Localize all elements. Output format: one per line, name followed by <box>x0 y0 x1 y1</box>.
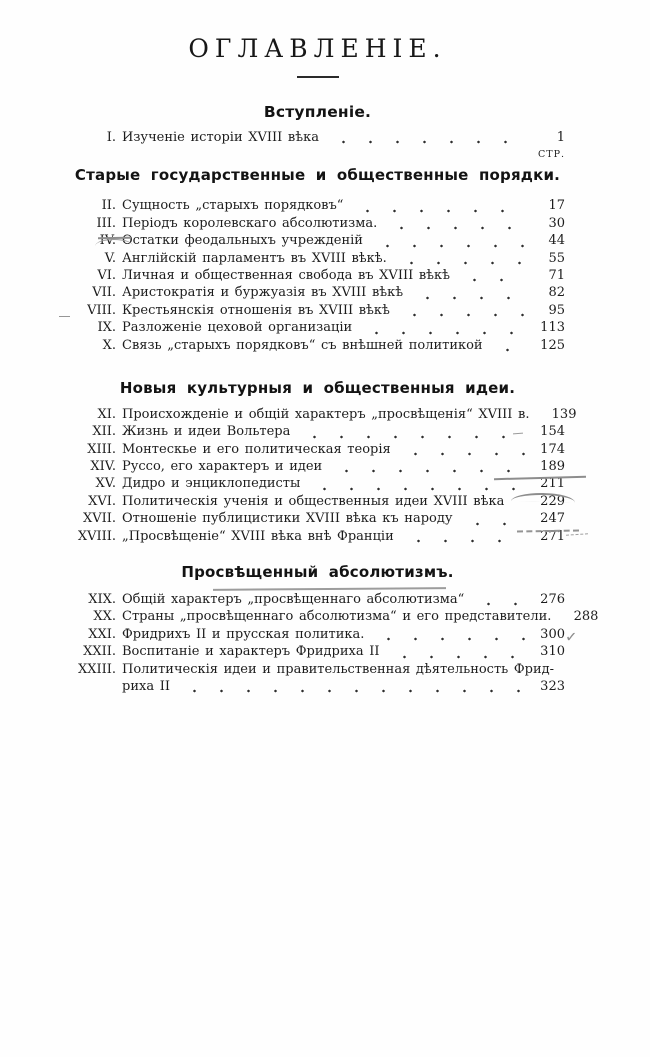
toc-entry-page-number: 44 <box>548 233 565 249</box>
toc-entry-number: IV. <box>99 233 116 249</box>
toc-entry-page-number: 125 <box>540 337 565 353</box>
dot-leader <box>384 216 525 233</box>
toc-entry-row <box>70 320 565 337</box>
toc-entry-title: Происхожденіе и общій характеръ „просвѣщенія“ XVIII в. <box>122 406 530 422</box>
toc-entry-title-continuation: риха II <box>122 678 170 694</box>
toc-entry-title: Политическія ученія и общественныя идеи XVIII вѣка <box>122 493 505 509</box>
toc-entry-number: IX. <box>97 320 116 336</box>
dot-leader <box>177 679 525 696</box>
toc-entry-number: VI. <box>97 267 116 283</box>
toc-entry-page-number: 276 <box>540 592 565 608</box>
toc-entry-title: Крестьянскія отношенія въ XVIII вѣкѣ <box>122 302 390 318</box>
toc-entry-row <box>70 511 565 528</box>
toc-section <box>70 166 565 355</box>
toc-entry-page-number: 229 <box>540 493 565 509</box>
toc-entry-page-number: 174 <box>540 441 565 457</box>
toc-entry-title: Жизнь и идеи Вольтера <box>122 424 291 440</box>
toc-entry-row <box>70 459 565 476</box>
toc-entry-number: XIII. <box>87 441 116 457</box>
toc-entry-number: VII. <box>92 285 116 301</box>
dot-leader <box>401 529 525 546</box>
toc-entry-page-number: 310 <box>540 644 565 660</box>
toc-entry-row <box>70 424 565 441</box>
toc-entry-row <box>70 251 565 268</box>
toc-entry-title: Руссо, его характеръ и идеи <box>122 459 323 475</box>
toc-entry-number: I. <box>106 130 116 145</box>
dot-leader <box>397 303 525 320</box>
pencil-check-mark-icon: ✓ <box>565 627 578 647</box>
toc-entry-title: „Просвѣщеніе“ XVIII вѣка внѣ Франціи <box>122 528 394 544</box>
toc-entry-page-number: 139 <box>551 406 577 422</box>
toc-entry-number: III. <box>96 215 116 231</box>
toc-entry-page-number: 82 <box>548 285 565 301</box>
toc-sections <box>70 103 599 696</box>
section-heading: Новыя культурныя и общественныя идеи. <box>119 378 516 397</box>
toc-entry-page-number: 17 <box>548 198 565 214</box>
toc-entry-title: Отношеніе публицистики XVIII вѣка къ народу <box>122 511 453 527</box>
toc-entry-row <box>70 662 565 679</box>
dot-leader <box>329 459 525 476</box>
dot-leader <box>457 268 525 285</box>
toc-entry-row <box>70 627 565 644</box>
toc-entry-number: XX. <box>93 609 116 625</box>
dot-leader <box>350 198 525 215</box>
toc-entry-title: Личная и общественная свобода въ XVIII вѣкѣ <box>122 267 450 283</box>
toc-entry-number: VIII. <box>87 302 116 318</box>
toc-entry-number: XIX. <box>88 592 116 608</box>
toc-entry-number: II. <box>101 198 116 214</box>
toc-entry-title: Связь „старыхъ порядковъ“ съ внѣшней политикой <box>122 337 483 353</box>
toc-entry-title: Воспитаніе и характеръ Фридриха II <box>122 644 380 660</box>
toc-section <box>70 563 599 696</box>
toc-entry-title: Монтескье и его политическая теорія <box>122 441 391 457</box>
dot-leader <box>297 424 525 441</box>
dot-leader <box>307 476 525 493</box>
toc-entry-row <box>70 285 565 302</box>
toc-entry-row <box>70 592 565 609</box>
toc-entry-page-number: 71 <box>548 267 565 283</box>
toc-entry-title: Англійскій парламентъ въ XVIII вѣкѣ. <box>122 250 387 266</box>
toc-entry-row <box>70 476 565 493</box>
dot-leader <box>490 338 525 355</box>
dot-leader <box>394 251 525 268</box>
toc-entry-page-number: 30 <box>548 215 565 231</box>
toc-entry-row <box>70 338 565 355</box>
dot-leader <box>460 511 525 528</box>
toc-entry-title: Страны „просвѣщеннаго абсолютизма“ и его представители. <box>122 609 552 625</box>
toc-entry-page-number: 323 <box>540 678 565 694</box>
dot-leader <box>471 592 525 609</box>
toc-entry-page-number: 211 <box>540 476 565 492</box>
toc-section <box>70 378 577 546</box>
toc-entry-title: Политическія идеи и правительственная дѣятельность Фрид- <box>122 661 555 677</box>
toc-entry-title: Изученіе исторіи XVIII вѣка <box>122 130 319 145</box>
toc-entry-number: XXII. <box>83 644 116 660</box>
toc-entry-title: Дидро и энциклопедисты <box>122 476 301 492</box>
dot-leader <box>410 285 525 302</box>
toc-entry-page-number: 1 <box>556 130 565 145</box>
page-column-header: СТР. <box>537 149 565 160</box>
dot-leader <box>398 442 525 459</box>
toc-content <box>0 34 650 696</box>
toc-entry-row <box>70 442 565 459</box>
dot-leader <box>511 494 525 511</box>
toc-entry-row <box>70 130 565 147</box>
toc-entry-page-number: 55 <box>548 250 565 266</box>
toc-entry-number: XV. <box>95 476 116 492</box>
toc-entry-row <box>70 406 577 424</box>
toc-entry-number: XXIII. <box>77 661 116 677</box>
toc-section <box>70 103 565 147</box>
toc-entry-row <box>70 198 565 215</box>
toc-entry-title: Аристократія и буржуазія въ XVIII вѣкѣ <box>122 285 404 301</box>
toc-entry-row <box>70 644 565 661</box>
toc-entry-page-number: 189 <box>540 459 565 475</box>
toc-entry-row <box>70 268 565 285</box>
toc-entry-row-continuation <box>70 679 565 696</box>
toc-entry-number: XXI. <box>88 626 116 642</box>
toc-entry-page-number: 113 <box>540 320 565 336</box>
toc-entry-row <box>70 529 565 546</box>
toc-entry-page-number: 271 <box>540 528 565 544</box>
toc-entry-row <box>70 494 565 511</box>
dot-leader <box>326 130 525 147</box>
page-title: ОГЛАВЛЕНІЕ. <box>188 34 447 63</box>
dot-leader <box>387 644 525 661</box>
toc-entry-page-number: 288 <box>573 609 599 625</box>
section-heading: Просвѣщенный абсолютизмъ. <box>181 563 454 582</box>
toc-entry-number: V. <box>104 250 116 266</box>
toc-entry-page-number: 300 <box>540 626 565 642</box>
toc-entry-number: XI. <box>97 406 116 422</box>
toc-entry-title: Періодъ королевскаго абсолютизма. <box>122 215 378 231</box>
dot-leader <box>371 627 525 644</box>
section-heading: Вступленіе. <box>263 103 372 121</box>
title-divider-rule <box>297 76 339 78</box>
toc-entry-title: Общій характеръ „просвѣщеннаго абсолютизма“ <box>122 592 465 608</box>
toc-entry-row <box>70 233 565 250</box>
toc-entry-title: Разложеніе цеховой организаціи <box>122 320 353 336</box>
toc-entry-title: Сущность „старыхъ порядковъ“ <box>122 198 344 214</box>
toc-entry-title: Фридрихъ II и прусская политика. <box>122 626 365 642</box>
toc-entry-title: Остатки феодальныхъ учрежденій <box>122 233 363 249</box>
toc-entry-number: XVII. <box>82 511 116 527</box>
toc-entry-number: X. <box>102 337 116 353</box>
dot-leader <box>359 320 525 337</box>
toc-entry-number: XVI. <box>88 493 116 509</box>
toc-entry-number: XII. <box>92 424 116 440</box>
toc-entry-page-number: 95 <box>548 302 565 318</box>
toc-entry-page-number: 154 <box>540 424 565 440</box>
toc-entry-page-number: 247 <box>540 511 565 527</box>
toc-entry-number: XVIII. <box>77 528 116 544</box>
toc-entry-row <box>70 216 565 233</box>
toc-entry-row <box>70 303 565 320</box>
toc-entry-number: XIV. <box>90 459 116 475</box>
section-heading: Старые государственные и общественные порядки. <box>74 166 561 185</box>
dot-leader <box>370 233 525 250</box>
toc-entry-row <box>70 609 599 626</box>
